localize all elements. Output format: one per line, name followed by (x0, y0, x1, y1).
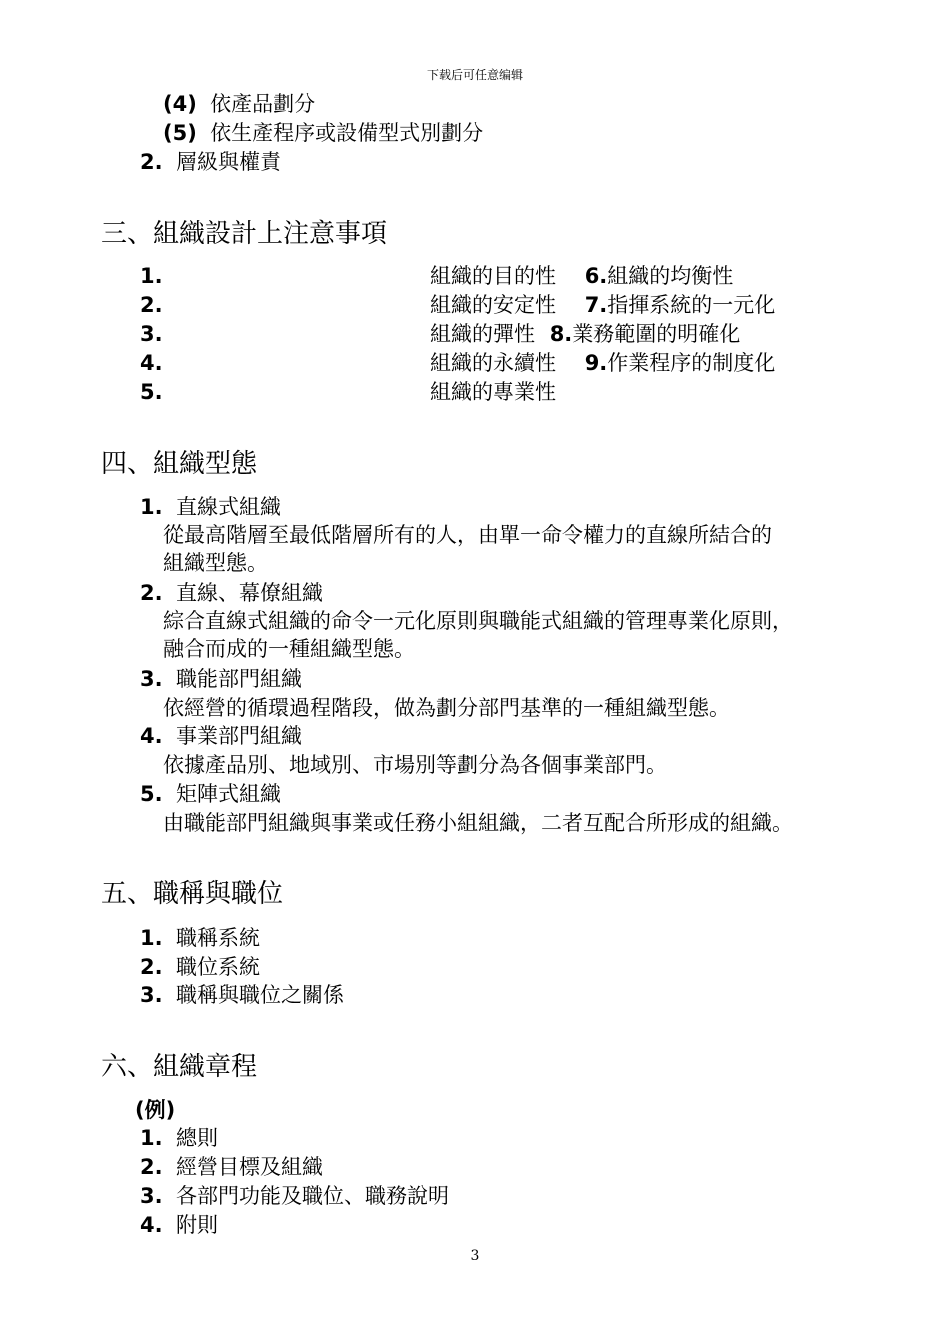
list-number: 1. (140, 495, 163, 519)
list-item (140, 665, 302, 693)
list-number: (5) (163, 121, 197, 145)
list-title: 矩陣式組織 (175, 782, 281, 806)
list-number: 2. (140, 955, 163, 979)
list-number: 2. (140, 581, 163, 605)
list-text: 附則 (175, 1213, 218, 1237)
list-number: 8. (549, 322, 573, 346)
list-text: 組織的永續性 (430, 351, 556, 375)
list-number: 9. (584, 351, 608, 375)
list-text: 經營目標及組織 (175, 1155, 323, 1179)
list-description: 綜合直線式組織的命令一元化原則與職能式組織的管理專業化原則， (163, 609, 793, 633)
list-text: 總則 (175, 1126, 218, 1150)
list-text: 依生產程序或設備型式別劃分 (210, 121, 484, 145)
list-text: 組織的專業性 (430, 380, 556, 404)
section-heading: 三、組織設計上注意事項 (101, 219, 388, 249)
page-header: 下载后可任意编辑 (426, 68, 523, 82)
list-item (140, 722, 302, 750)
list-text: 組織的目的性 (430, 264, 556, 288)
list-description: 從最高階層至最低階層所有的人，由單一命令權力的直線所結合的 (163, 523, 772, 547)
list-number: 1. (140, 264, 163, 288)
list-item (430, 378, 556, 406)
section-heading: 四、組織型態 (101, 449, 258, 479)
list-number: 3. (140, 667, 163, 691)
list-number: 5. (140, 782, 163, 806)
list-item (140, 493, 281, 521)
list-text: 各部門功能及職位、職務說明 (175, 1184, 449, 1208)
list-number: 6. (584, 264, 608, 288)
list-item (140, 981, 344, 1009)
list-title: 直線式組織 (175, 495, 281, 519)
list-number: 4. (140, 1213, 163, 1237)
list-number: 3. (140, 1184, 163, 1208)
list-text: 組織的彈性 (430, 322, 535, 346)
list-text: 組織的均衡性 (607, 264, 734, 288)
list-text: 職稱系統 (175, 926, 260, 950)
section-heading: 五、職稱與職位 (101, 879, 284, 909)
page-number: 3 (470, 1248, 480, 1264)
list-item (163, 90, 315, 118)
list-description: 融合而成的一種組織型態。 (163, 637, 415, 661)
list-text: 作業程序的制度化 (607, 351, 776, 375)
list-item (140, 1153, 323, 1181)
list-item (140, 579, 323, 607)
list-item (140, 1182, 449, 1210)
list-item (140, 148, 281, 176)
list-number: 7. (584, 293, 608, 317)
list-item (430, 262, 733, 290)
list-number: 2. (140, 150, 163, 174)
list-number: 4. (140, 724, 163, 748)
list-description: 依經營的循環過程階段，做為劃分部門基準的一種組織型態。 (163, 696, 730, 720)
list-number: 3. (140, 983, 163, 1007)
list-text: 依產品劃分 (210, 92, 316, 116)
list-number: 4. (140, 351, 163, 375)
list-number: 1. (140, 1126, 163, 1150)
list-item (140, 953, 260, 981)
list-description: 由職能部門組織與事業或任務小組組織，二者互配合所形成的組織。 (163, 811, 793, 835)
list-item (163, 119, 483, 147)
list-item (140, 1211, 218, 1239)
list-title: 直線、幕僚組織 (175, 581, 323, 605)
section-heading: 六、組織章程 (101, 1052, 258, 1082)
list-text: 層級與權責 (175, 150, 281, 174)
list-text: 職位系統 (175, 955, 260, 979)
list-text: 業務範圍的明確化 (572, 322, 741, 346)
list-title: 職能部門組織 (175, 667, 302, 691)
list-text: 職稱與職位之關係 (175, 983, 344, 1007)
list-number: 5. (140, 380, 163, 404)
list-item (430, 320, 740, 348)
list-item (140, 1124, 218, 1152)
list-number: 3. (140, 322, 163, 346)
list-number: (4) (163, 92, 197, 116)
list-text: 組織的安定性 (430, 293, 556, 317)
example-label: (例) (135, 1098, 176, 1122)
list-item (140, 780, 281, 808)
list-text: 指揮系統的一元化 (607, 293, 776, 317)
list-number: 2. (140, 293, 163, 317)
list-number: 2. (140, 1155, 163, 1179)
list-item (430, 349, 775, 377)
list-item (140, 924, 260, 952)
list-item (430, 291, 775, 319)
list-description: 組織型態。 (163, 551, 268, 575)
list-number: 1. (140, 926, 163, 950)
list-description: 依據產品別、地域別、市場別等劃分為各個事業部門。 (163, 753, 667, 777)
list-title: 事業部門組織 (175, 724, 302, 748)
